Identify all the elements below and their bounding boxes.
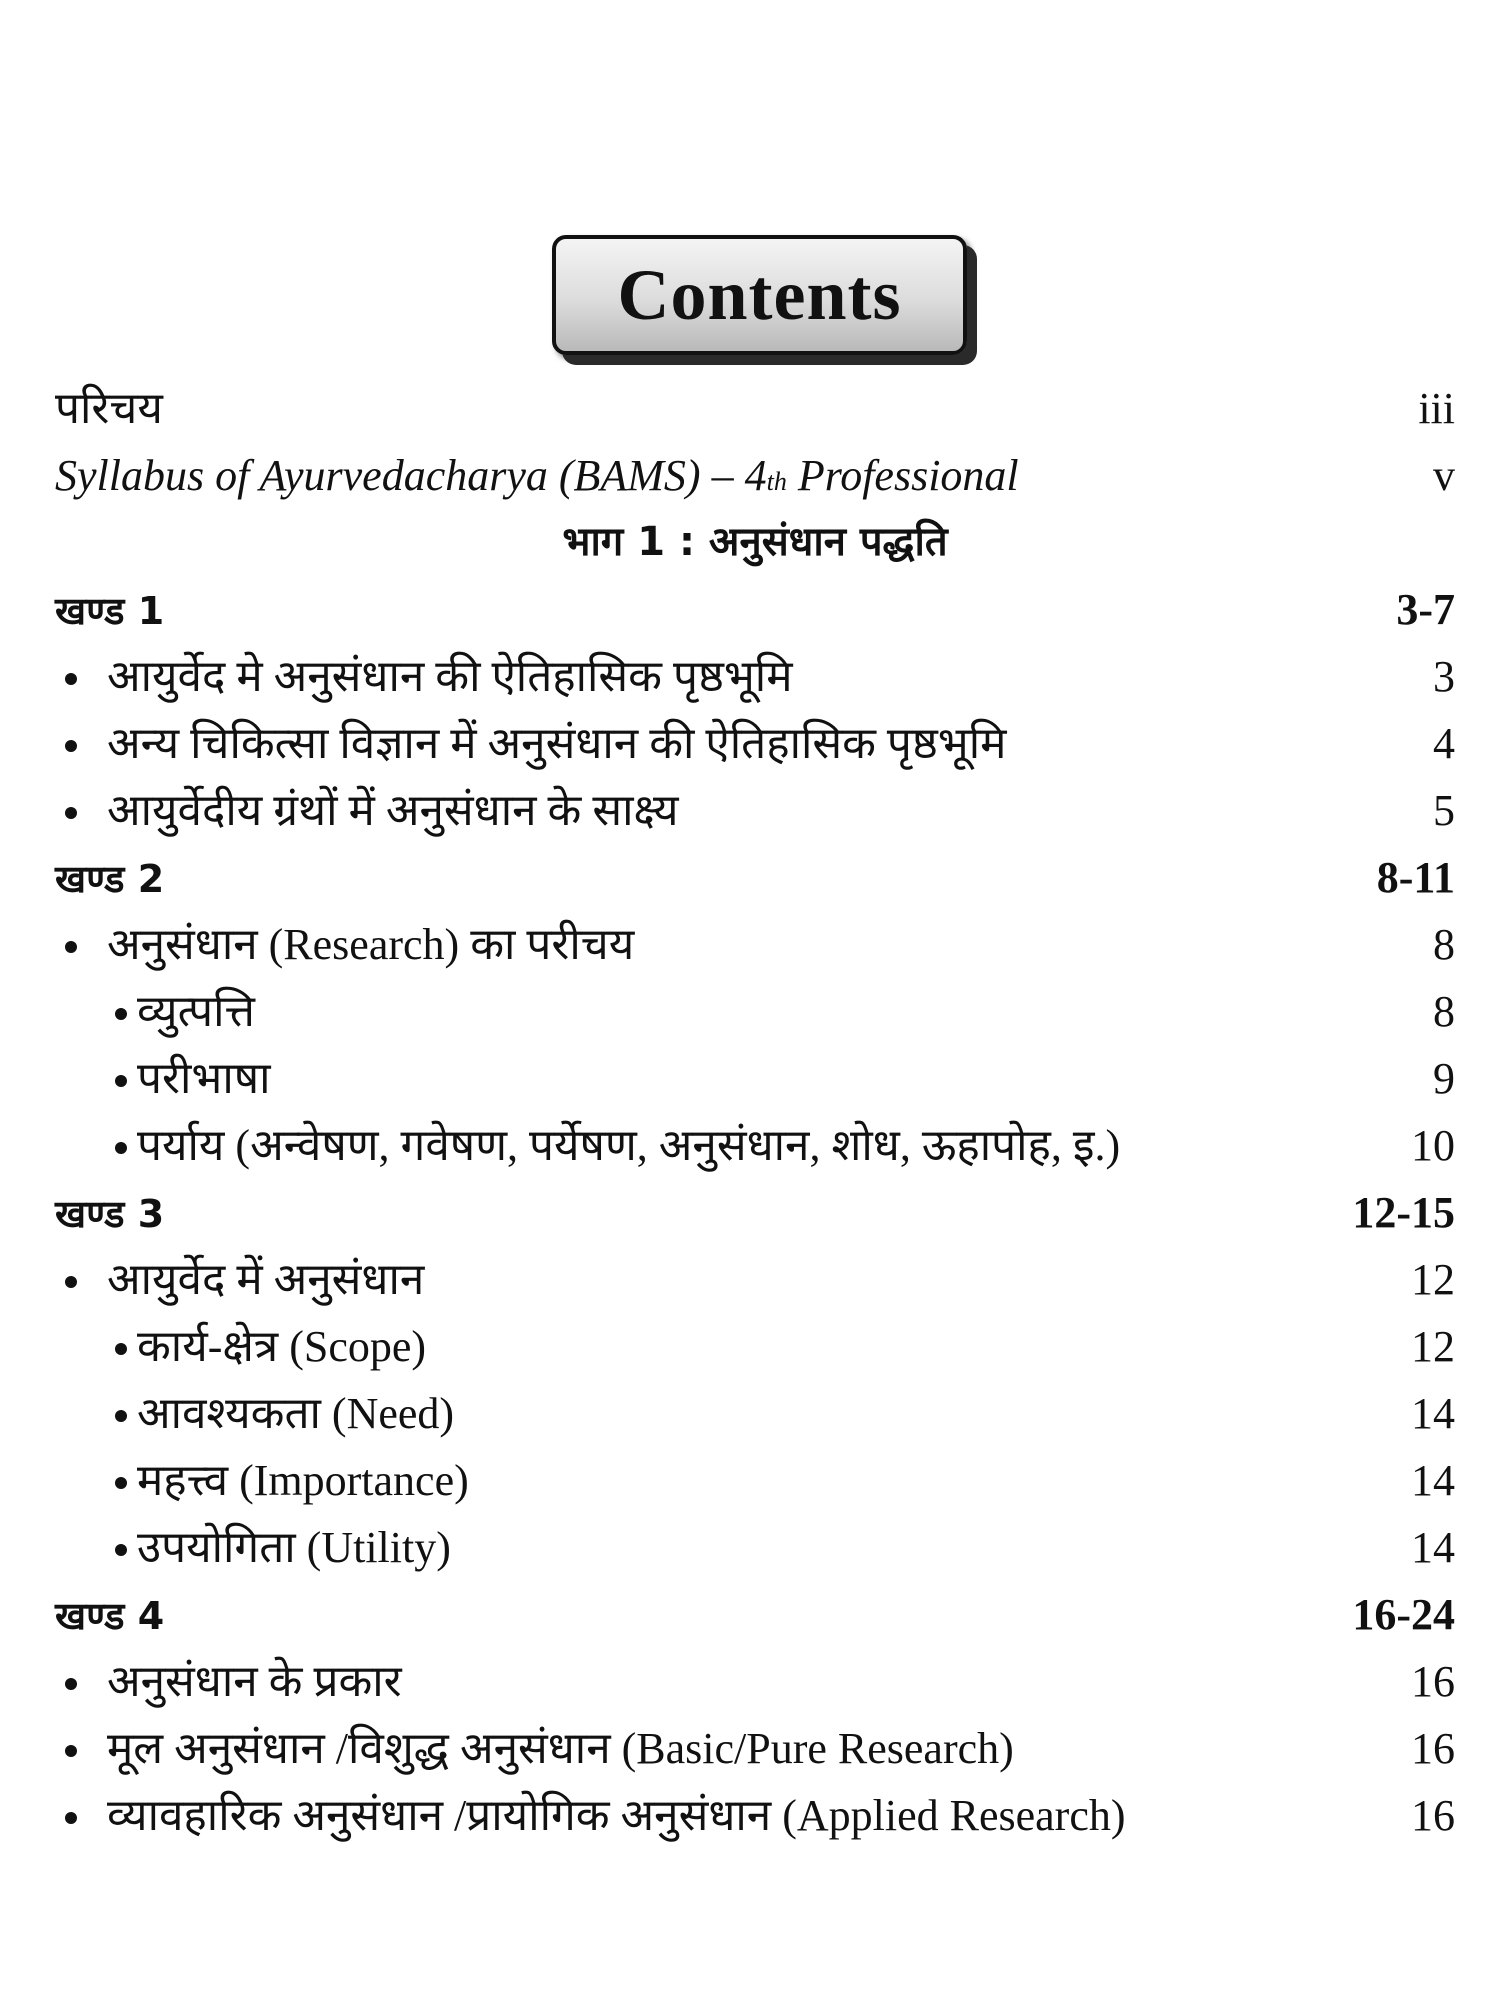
toc-entry[interactable] [55,1715,1455,1782]
bullet-icon [115,1477,127,1489]
toc-entry[interactable] [55,1648,1455,1715]
bullet-icon [115,1410,127,1422]
toc-label: अनुसंधान (Research) का परीचय [107,920,635,969]
toc-page: 16 [1411,1791,1455,1840]
toc-label: महत्त्व (Importance) [137,1456,469,1505]
toc-entry[interactable] [55,777,1455,844]
toc-page: 4 [1433,719,1455,768]
bullet-icon [65,1812,77,1824]
bullet-icon [115,1544,127,1556]
section-pages: 3-7 [1396,585,1455,634]
table-of-contents [55,375,1455,1849]
toc-page: 10 [1411,1121,1455,1170]
toc-label-post: Professional [786,451,1019,500]
toc-page: 16 [1411,1724,1455,1773]
toc-subentry[interactable] [55,1045,1455,1112]
toc-page: 14 [1411,1523,1455,1572]
toc-label: कार्य-क्षेत्र (Scope) [137,1322,427,1371]
section-label: खण्ड 1 [55,589,165,633]
section-heading-1[interactable] [55,576,1455,643]
toc-page: 12 [1411,1322,1455,1371]
toc-page: 12 [1411,1255,1455,1304]
toc-entry[interactable] [55,1782,1455,1849]
section-label: खण्ड 3 [55,1192,165,1236]
toc-page: 3 [1433,652,1455,701]
bullet-icon [65,1678,77,1690]
toc-row-intro[interactable] [55,375,1455,442]
bullet-icon [65,1745,77,1757]
bullet-icon [65,740,77,752]
toc-label [55,442,1019,515]
section-heading-2[interactable] [55,844,1455,911]
toc-page: 14 [1411,1456,1455,1505]
toc-label: पर्याय (अन्वेषण, गवेषण, पर्येषण, अनुसंधान, शोध, ऊहापोह, इ.) [137,1121,1121,1170]
toc-label: उपयोगिता (Utility) [137,1523,451,1572]
toc-page: 16 [1411,1657,1455,1706]
bullet-icon [65,941,77,953]
toc-entry[interactable] [55,710,1455,777]
bullet-icon [115,1142,127,1154]
toc-page: iii [1418,384,1455,433]
toc-label: आयुर्वेद मे अनुसंधान की ऐतिहासिक पृष्ठभूमि [107,652,793,701]
toc-label: आवश्यकता (Need) [137,1389,455,1438]
section-label: खण्ड 2 [55,857,165,901]
section-heading-4[interactable] [55,1581,1455,1648]
toc-entry[interactable] [55,643,1455,710]
part-heading [55,509,1455,576]
toc-label: व्युत्पत्ति [137,987,255,1036]
toc-label: आयुर्वेद में अनुसंधान [107,1255,425,1304]
toc-subentry[interactable] [55,1112,1455,1179]
toc-label: व्यावहारिक अनुसंधान /प्रायोगिक अनुसंधान (Applied Research) [107,1791,1126,1840]
toc-subentry[interactable] [55,1447,1455,1514]
toc-page: v [1433,451,1455,500]
toc-subentry[interactable] [55,1514,1455,1581]
toc-subentry[interactable] [55,978,1455,1045]
toc-subentry[interactable] [55,1380,1455,1447]
toc-subentry[interactable] [55,1313,1455,1380]
toc-label-sup: th [766,467,787,496]
contents-title-box [552,235,967,355]
page-title: Contents [617,254,902,335]
bullet-icon [115,1008,127,1020]
toc-label: आयुर्वेदीय ग्रंथों में अनुसंधान के साक्ष्य [107,786,679,835]
section-pages: 16-24 [1352,1590,1455,1639]
toc-label: मूल अनुसंधान /विशुद्ध अनुसंधान (Basic/Pure Research) [107,1724,1014,1773]
section-pages: 12-15 [1352,1188,1455,1237]
toc-page: 9 [1433,1054,1455,1103]
toc-label: परीभाषा [137,1054,271,1103]
bullet-icon [115,1075,127,1087]
bullet-icon [115,1343,127,1355]
toc-page: 5 [1433,786,1455,835]
toc-label: परिचय [55,384,163,433]
section-heading-3[interactable] [55,1179,1455,1246]
toc-page: 14 [1411,1389,1455,1438]
part-heading-text: भाग 1 : अनुसंधान पद्धति [562,519,948,565]
toc-label: अन्य चिकित्सा विज्ञान में अनुसंधान की ऐतिहासिक पृष्ठभूमि [107,719,1007,768]
bullet-icon [65,1276,77,1288]
section-pages: 8-11 [1376,853,1455,902]
toc-entry[interactable] [55,1246,1455,1313]
bullet-icon [65,673,77,685]
toc-page: 8 [1433,920,1455,969]
toc-row-syllabus[interactable] [55,442,1455,509]
section-label: खण्ड 4 [55,1594,165,1638]
bullet-icon [65,807,77,819]
toc-label-pre: Syllabus of Ayurvedacharya (BAMS) – 4 [55,451,767,500]
toc-label: अनुसंधान के प्रकार [107,1657,402,1706]
toc-entry[interactable] [55,911,1455,978]
toc-page: 8 [1433,987,1455,1036]
